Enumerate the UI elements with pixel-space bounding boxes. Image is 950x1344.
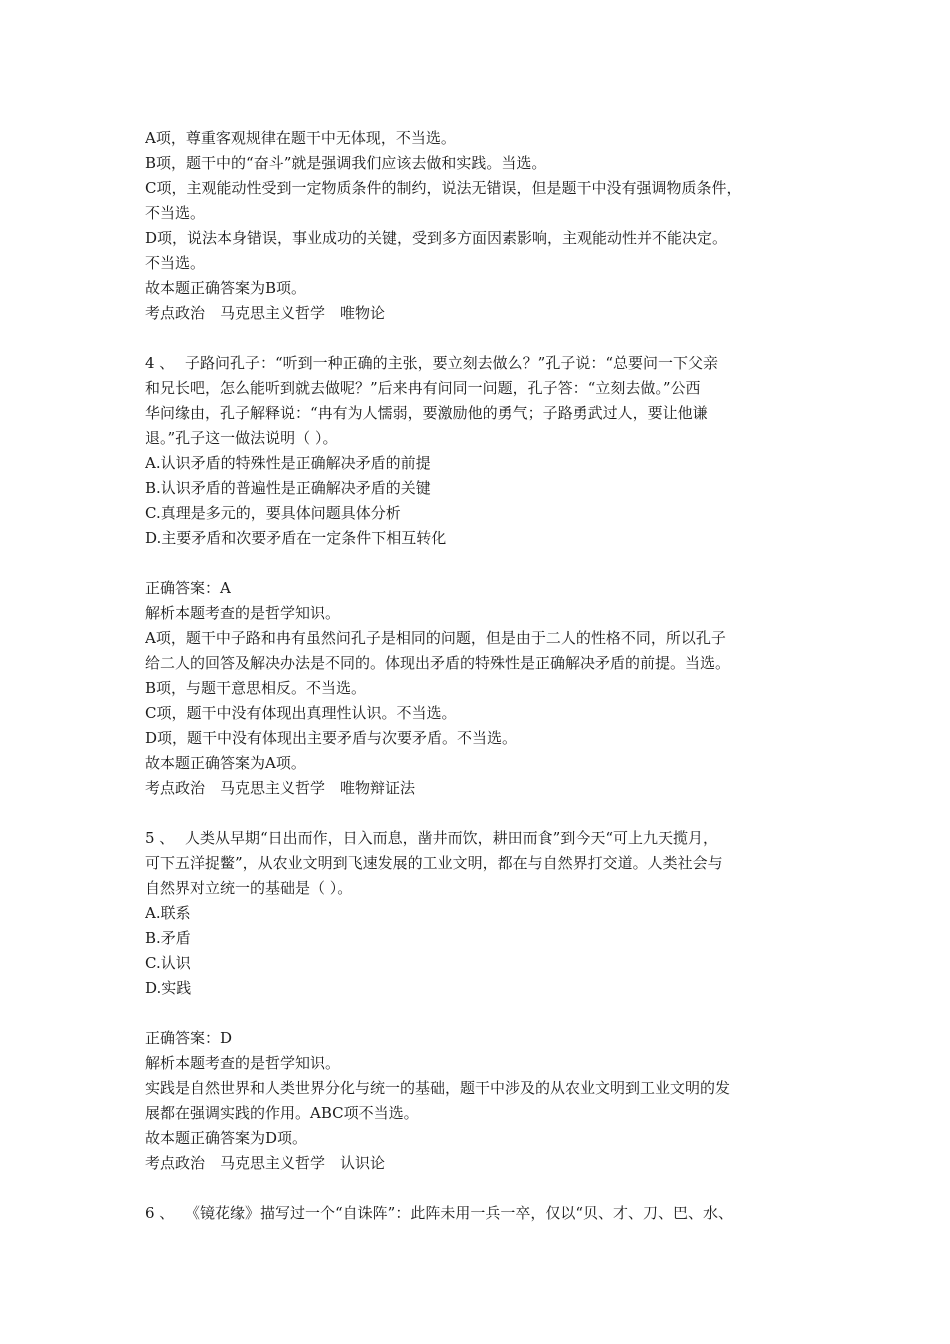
question-number: 4 、 <box>145 354 175 372</box>
option-c: C.认识 <box>145 954 191 972</box>
option-d: D.主要矛盾和次要矛盾在一定条件下相互转化 <box>145 529 447 547</box>
analysis-line: 故本题正确答案为D项。 <box>145 1129 308 1147</box>
spacer <box>145 1176 835 1201</box>
analysis-line: A项，尊重客观规律在题干中无体现，不当选。 <box>145 129 456 147</box>
option-c: C.真理是多元的，要具体问题具体分析 <box>145 504 401 522</box>
q3-analysis <box>145 126 835 326</box>
analysis-line: 不当选。 <box>145 204 206 222</box>
analysis-line: A项，题干中子路和冉有虽然问孔子是相同的问题，但是由于二人的性格不同，所以孔子 <box>145 629 726 647</box>
spacer <box>145 551 835 576</box>
analysis-line: 解析本题考查的是哲学知识。 <box>145 604 341 622</box>
analysis-line: C项，主观能动性受到一定物质条件的制约，说法无错误，但是题干中没有强调物质条件， <box>145 179 742 197</box>
spacer <box>145 1001 835 1026</box>
analysis-line: D项，题干中没有体现出主要矛盾与次要矛盾。不当选。 <box>145 729 518 747</box>
question-stem-line: 可下五洋捉鳖”，从农业文明到飞速发展的工业文明，都在与自然界打交道。人类社会与 <box>145 854 723 872</box>
question-stem-first-line <box>145 826 835 851</box>
q4-tags: 考点政治 马克思主义哲学 唯物辩证法 <box>145 779 416 797</box>
analysis-line: 给二人的回答及解决办法是不同的。体现出矛盾的特殊性是正确解决矛盾的前提。当选。 <box>145 654 731 672</box>
q5-tags: 考点政治 马克思主义哲学 认识论 <box>145 1154 386 1172</box>
analysis-line: 故本题正确答案为A项。 <box>145 754 306 772</box>
analysis-line: 实践是自然世界和人类世界分化与统一的基础，题干中涉及的从农业文明到工业文明的发 <box>145 1079 731 1097</box>
option-b: B.认识矛盾的普遍性是正确解决矛盾的关键 <box>145 479 431 497</box>
analysis-line: 展都在强调实践的作用。ABC项不当选。 <box>145 1104 419 1122</box>
option-a: A.联系 <box>145 904 191 922</box>
question-stem-first-line <box>145 1201 835 1226</box>
analysis-line: C项，题干中没有体现出真理性认识。不当选。 <box>145 704 457 722</box>
option-b: B.矛盾 <box>145 929 191 947</box>
question-stem-line: 华问缘由，孔子解释说：“冉有为人懦弱，要激励他的勇气；子路勇武过人，要让他谦 <box>145 404 708 422</box>
question-stem-text: 子路问孔子：“听到一种正确的主张，要立刻去做么？”孔子说：“总要问一下父亲 <box>185 354 719 372</box>
question-stem-first-line <box>145 351 835 376</box>
question-number: 6 、 <box>145 1204 175 1222</box>
analysis-line: 故本题正确答案为B项。 <box>145 279 307 297</box>
spacer <box>145 326 835 351</box>
spacer <box>145 801 835 826</box>
question-stem-line: 自然界对立统一的基础是（ ）。 <box>145 879 353 897</box>
option-a: A.认识矛盾的特殊性是正确解决矛盾的前提 <box>145 454 431 472</box>
correct-answer: 正确答案：A <box>145 579 231 597</box>
question-6 <box>145 1201 835 1226</box>
analysis-line: D项，说法本身错误，事业成功的关键，受到多方面因素影响，主观能动性并不能决定。 <box>145 229 728 247</box>
question-4 <box>145 351 835 801</box>
analysis-line: 解析本题考查的是哲学知识。 <box>145 1054 341 1072</box>
q3-tags: 考点政治 马克思主义哲学 唯物论 <box>145 304 386 322</box>
document-page <box>145 126 835 1226</box>
option-d: D.实践 <box>145 979 192 997</box>
analysis-line: B项，与题干意思相反。不当选。 <box>145 679 367 697</box>
analysis-line: B项，题干中的“奋斗”就是强调我们应该去做和实践。当选。 <box>145 154 547 172</box>
question-stem-line: 退。”孔子这一做法说明（ ）。 <box>145 429 338 447</box>
correct-answer: 正确答案：D <box>145 1029 233 1047</box>
question-stem-text: 人类从早期“日出而作，日入而息，凿井而饮，耕田而食”到今天“可上九天揽月， <box>185 829 719 847</box>
question-stem-line: 和兄长吧，怎么能听到就去做呢？”后来冉有问同一问题，孔子答：“立刻去做。”公西 <box>145 379 701 397</box>
analysis-line: 不当选。 <box>145 254 206 272</box>
question-5 <box>145 826 835 1176</box>
question-stem-text: 《镜花缘》描写过一个“自诛阵”：此阵未用一兵一卒，仅以“贝、才、刀、巴、水、 <box>185 1204 734 1222</box>
question-number: 5 、 <box>145 829 175 847</box>
